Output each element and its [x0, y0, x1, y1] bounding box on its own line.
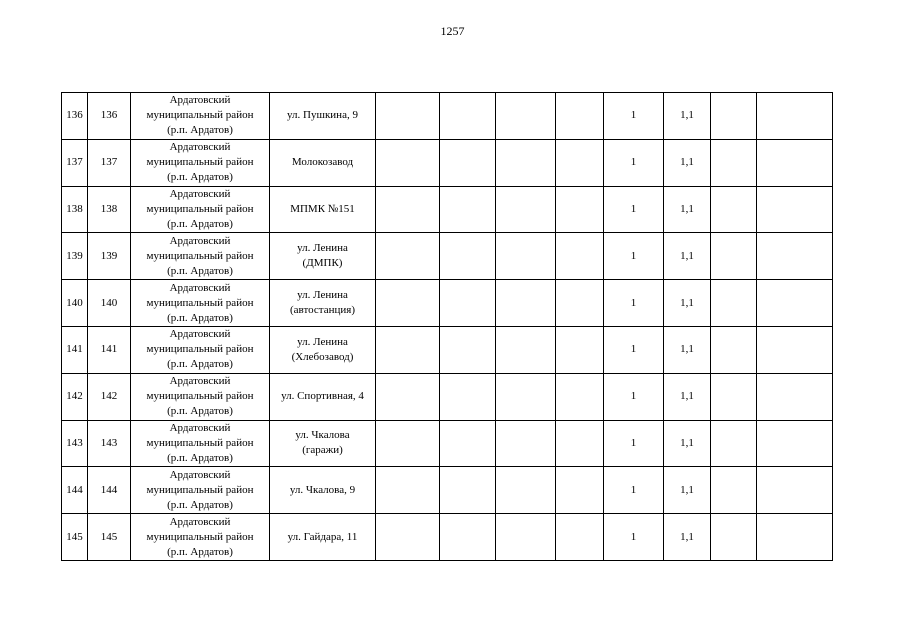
address-cell: ул. Чкалова (гаражи) — [270, 420, 376, 467]
value-cell: 1,1 — [664, 326, 711, 373]
value-cell: 1,1 — [664, 233, 711, 280]
count-cell: 1 — [604, 280, 664, 327]
count-cell: 1 — [604, 467, 664, 514]
address-cell: Молокозавод — [270, 139, 376, 186]
row-number-cell: 141 — [62, 326, 88, 373]
empty-cell — [496, 467, 556, 514]
empty-cell — [757, 514, 833, 561]
empty-cell — [757, 326, 833, 373]
district-cell: Ардатовский муниципальный район (р.п. Ардатов) — [131, 139, 270, 186]
empty-cell — [711, 373, 757, 420]
empty-cell — [376, 514, 440, 561]
table-row — [62, 280, 833, 327]
index-cell: 145 — [88, 514, 131, 561]
empty-cell — [496, 93, 556, 140]
empty-cell — [556, 233, 604, 280]
empty-cell — [711, 93, 757, 140]
empty-cell — [757, 373, 833, 420]
row-number-cell: 145 — [62, 514, 88, 561]
address-cell: ул. Ленина (Хлебозавод) — [270, 326, 376, 373]
empty-cell — [440, 420, 496, 467]
empty-cell — [376, 93, 440, 140]
empty-cell — [556, 139, 604, 186]
table-row — [62, 139, 833, 186]
count-cell: 1 — [604, 326, 664, 373]
count-cell: 1 — [604, 139, 664, 186]
table-row — [62, 233, 833, 280]
empty-cell — [711, 233, 757, 280]
count-cell: 1 — [604, 514, 664, 561]
index-cell: 136 — [88, 93, 131, 140]
empty-cell — [757, 139, 833, 186]
empty-cell — [496, 326, 556, 373]
empty-cell — [376, 420, 440, 467]
district-cell: Ардатовский муниципальный район (р.п. Ардатов) — [131, 420, 270, 467]
district-cell: Ардатовский муниципальный район (р.п. Ардатов) — [131, 280, 270, 327]
value-cell: 1,1 — [664, 280, 711, 327]
district-cell: Ардатовский муниципальный район (р.п. Ардатов) — [131, 373, 270, 420]
page-number: 1257 — [440, 24, 465, 38]
empty-cell — [757, 233, 833, 280]
table-row — [62, 514, 833, 561]
empty-cell — [440, 233, 496, 280]
empty-cell — [440, 139, 496, 186]
empty-cell — [496, 373, 556, 420]
index-cell: 144 — [88, 467, 131, 514]
empty-cell — [376, 186, 440, 233]
empty-cell — [496, 233, 556, 280]
table-row — [62, 467, 833, 514]
district-cell: Ардатовский муниципальный район (р.п. Ардатов) — [131, 326, 270, 373]
empty-cell — [440, 373, 496, 420]
empty-cell — [711, 326, 757, 373]
value-cell: 1,1 — [664, 420, 711, 467]
count-cell: 1 — [604, 420, 664, 467]
empty-cell — [440, 326, 496, 373]
district-cell: Ардатовский муниципальный район (р.п. Ардатов) — [131, 514, 270, 561]
row-number-cell: 140 — [62, 280, 88, 327]
empty-cell — [556, 514, 604, 561]
empty-cell — [376, 373, 440, 420]
row-number-cell: 137 — [62, 139, 88, 186]
index-cell: 141 — [88, 326, 131, 373]
empty-cell — [711, 467, 757, 514]
row-number-cell: 143 — [62, 420, 88, 467]
empty-cell — [440, 514, 496, 561]
row-number-cell: 144 — [62, 467, 88, 514]
empty-cell — [556, 373, 604, 420]
index-cell: 140 — [88, 280, 131, 327]
index-cell: 138 — [88, 186, 131, 233]
empty-cell — [556, 93, 604, 140]
value-cell: 1,1 — [664, 139, 711, 186]
district-cell: Ардатовский муниципальный район (р.п. Ардатов) — [131, 467, 270, 514]
empty-cell — [440, 93, 496, 140]
empty-cell — [496, 280, 556, 327]
index-cell: 143 — [88, 420, 131, 467]
empty-cell — [711, 420, 757, 467]
empty-cell — [757, 186, 833, 233]
index-cell: 142 — [88, 373, 131, 420]
district-cell: Ардатовский муниципальный район (р.п. Ардатов) — [131, 93, 270, 140]
empty-cell — [556, 326, 604, 373]
count-cell: 1 — [604, 373, 664, 420]
empty-cell — [556, 280, 604, 327]
row-number-cell: 139 — [62, 233, 88, 280]
register-table — [61, 92, 833, 561]
empty-cell — [711, 139, 757, 186]
count-cell: 1 — [604, 93, 664, 140]
count-cell: 1 — [604, 233, 664, 280]
district-cell: Ардатовский муниципальный район (р.п. Ардатов) — [131, 233, 270, 280]
empty-cell — [757, 280, 833, 327]
table-row — [62, 186, 833, 233]
empty-cell — [496, 514, 556, 561]
empty-cell — [556, 467, 604, 514]
empty-cell — [757, 467, 833, 514]
address-cell: ул. Ленина (ДМПК) — [270, 233, 376, 280]
table-row — [62, 420, 833, 467]
empty-cell — [496, 186, 556, 233]
table-row — [62, 373, 833, 420]
empty-cell — [496, 420, 556, 467]
value-cell: 1,1 — [664, 373, 711, 420]
empty-cell — [711, 280, 757, 327]
district-cell: Ардатовский муниципальный район (р.п. Ардатов) — [131, 186, 270, 233]
empty-cell — [376, 467, 440, 514]
row-number-cell: 136 — [62, 93, 88, 140]
table-body — [62, 93, 833, 561]
empty-cell — [757, 93, 833, 140]
empty-cell — [440, 186, 496, 233]
address-cell: ул. Гайдара, 11 — [270, 514, 376, 561]
empty-cell — [376, 233, 440, 280]
empty-cell — [376, 139, 440, 186]
count-cell: 1 — [604, 186, 664, 233]
empty-cell — [556, 420, 604, 467]
empty-cell — [757, 420, 833, 467]
row-number-cell: 138 — [62, 186, 88, 233]
empty-cell — [376, 326, 440, 373]
empty-cell — [376, 280, 440, 327]
empty-cell — [711, 186, 757, 233]
table-row — [62, 326, 833, 373]
value-cell: 1,1 — [664, 186, 711, 233]
address-cell: ул. Ленина (автостанция) — [270, 280, 376, 327]
address-cell: ул. Спортивная, 4 — [270, 373, 376, 420]
empty-cell — [440, 280, 496, 327]
address-cell: ул. Пушкина, 9 — [270, 93, 376, 140]
empty-cell — [711, 514, 757, 561]
table-row — [62, 93, 833, 140]
index-cell: 139 — [88, 233, 131, 280]
empty-cell — [556, 186, 604, 233]
empty-cell — [496, 139, 556, 186]
address-cell: МПМК №151 — [270, 186, 376, 233]
row-number-cell: 142 — [62, 373, 88, 420]
value-cell: 1,1 — [664, 93, 711, 140]
empty-cell — [440, 467, 496, 514]
value-cell: 1,1 — [664, 514, 711, 561]
index-cell: 137 — [88, 139, 131, 186]
value-cell: 1,1 — [664, 467, 711, 514]
address-cell: ул. Чкалова, 9 — [270, 467, 376, 514]
